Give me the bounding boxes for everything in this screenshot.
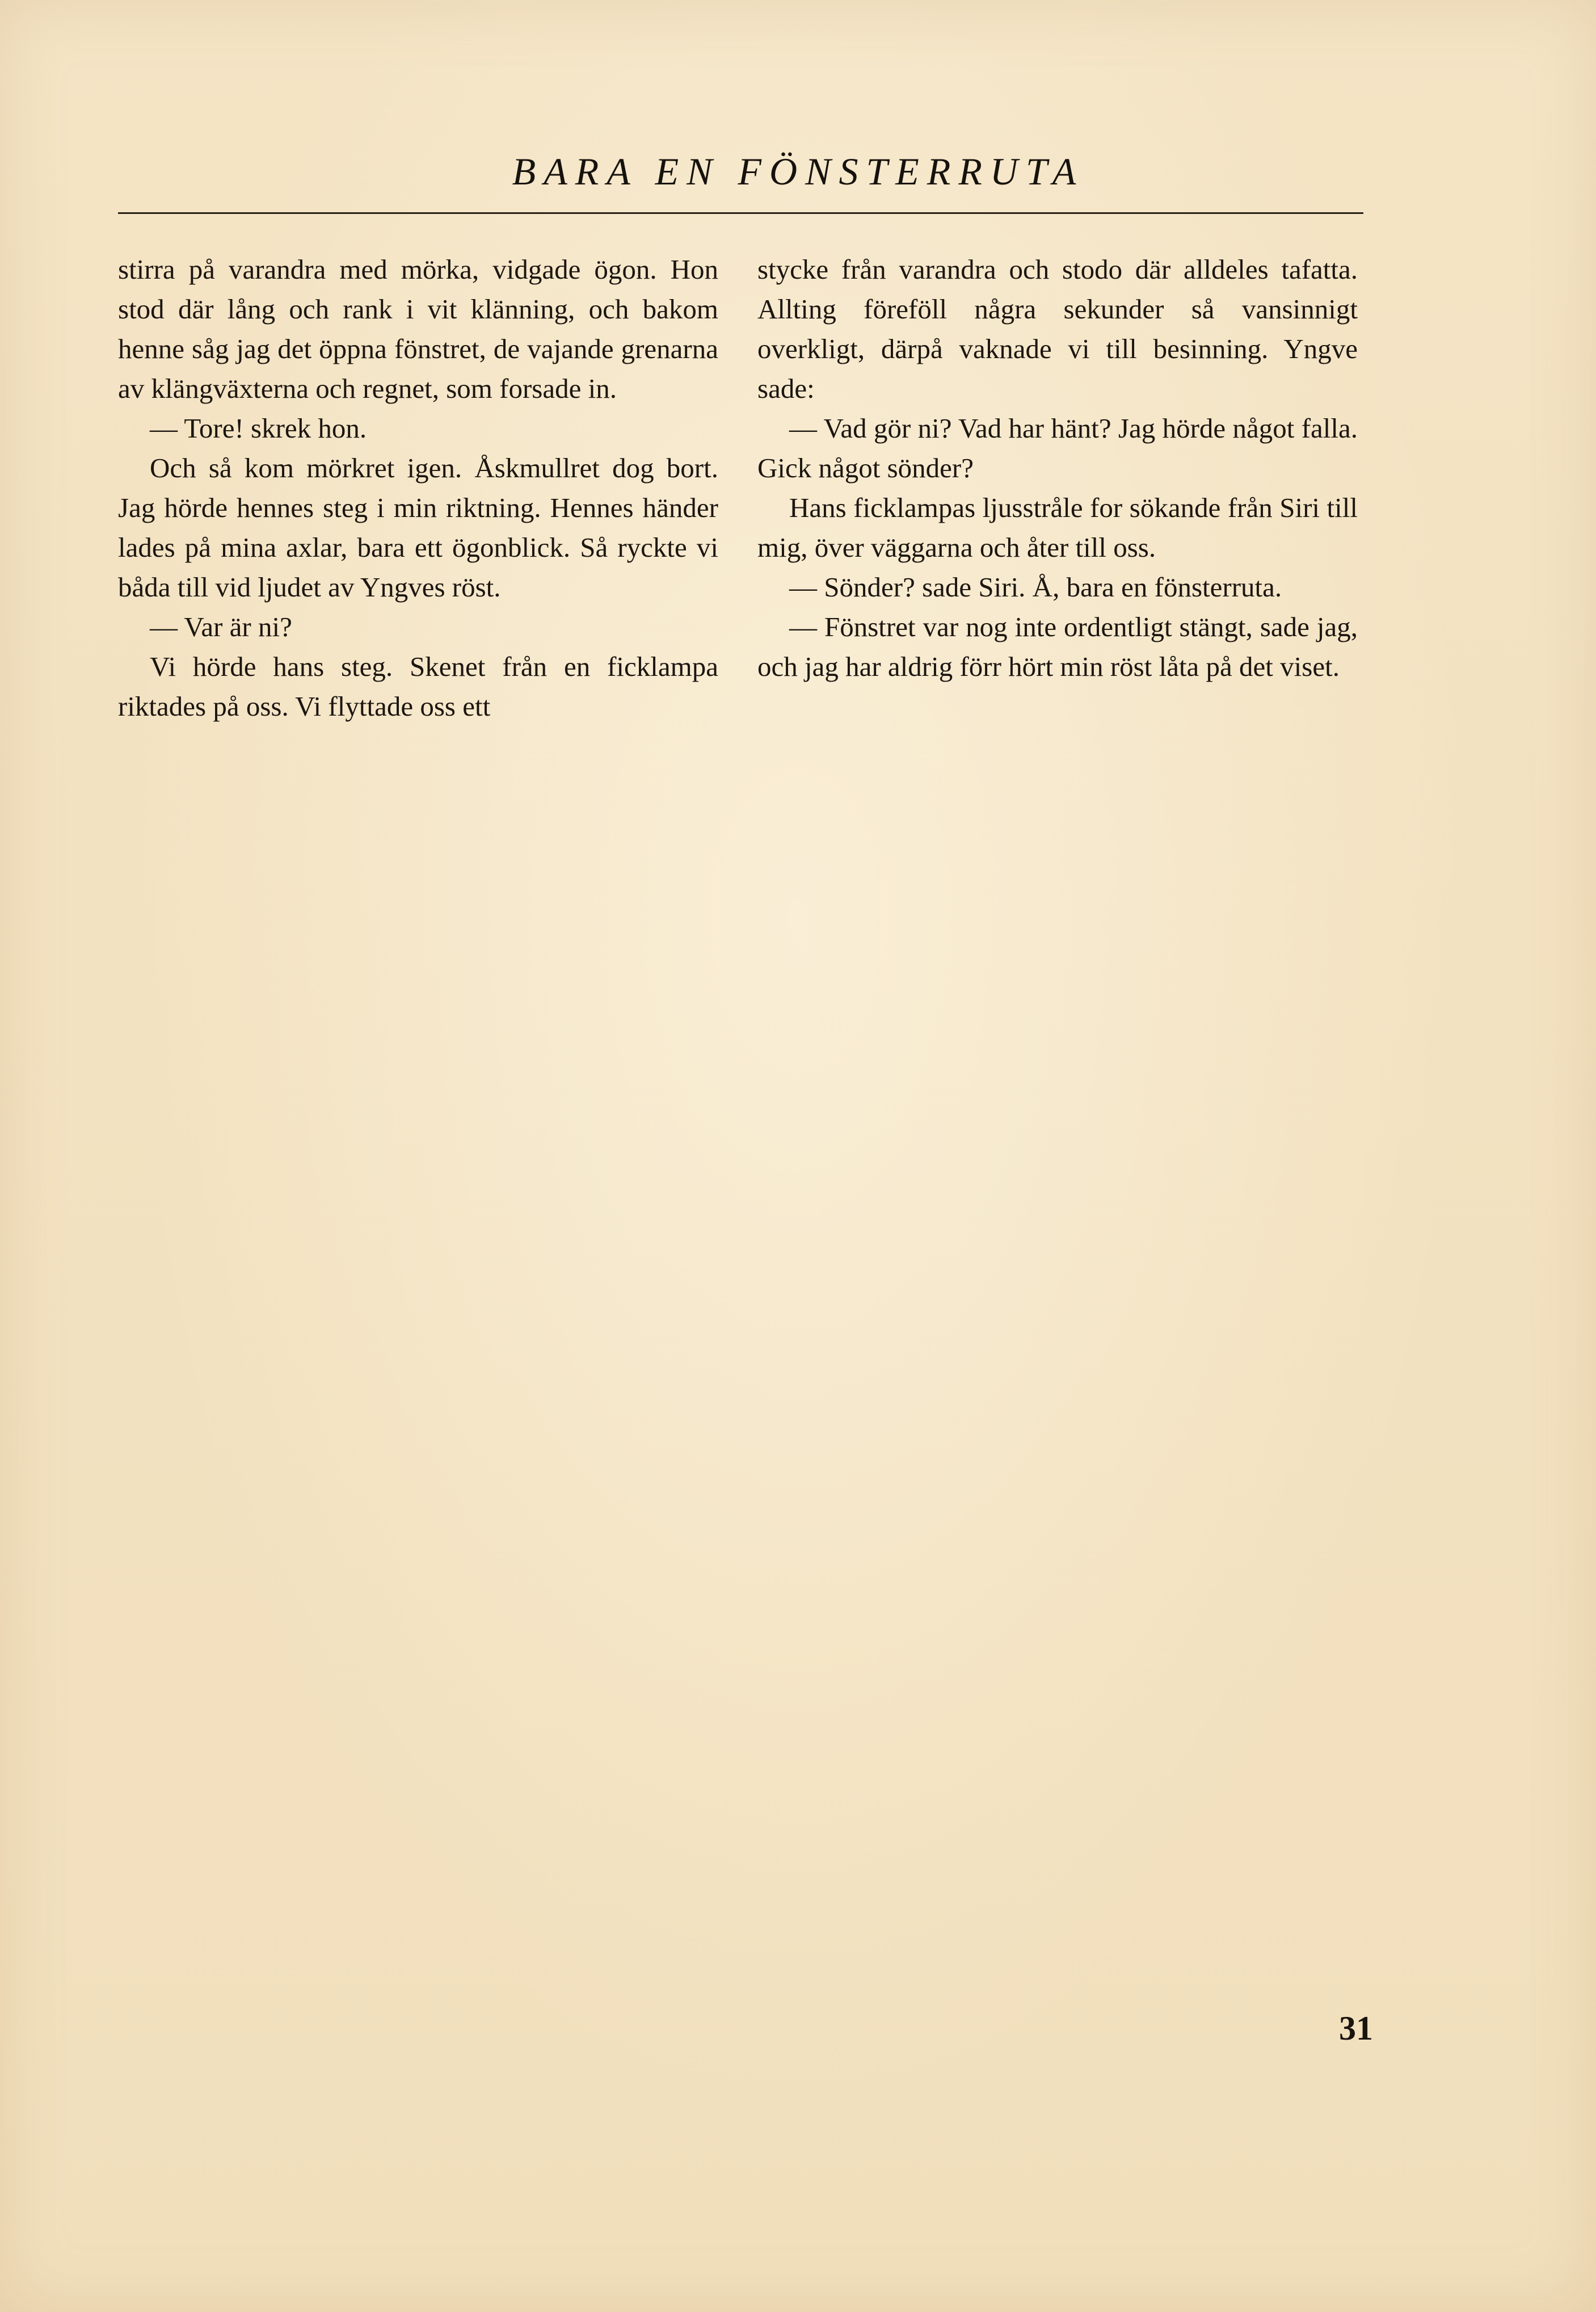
page-number: 31	[1339, 2010, 1373, 2047]
paragraph: stirra på varandra med mörka, vidgade ögon. Hon stod där lång och rank i vit klänning, och bakom henne såg jag det öppna fönstret, de vajande grenarna av klängväxterna och regnet, som forsade in.	[118, 254, 718, 404]
paragraph: stycke från varandra och stodo där alldeles tafatta. Allting föreföll några sekunder så vansinnigt overkligt, därpå vaknade vi till besinning. Yngve sade:	[757, 254, 1358, 404]
running-head: BARA EN FÖNSTERRUTA	[512, 150, 1084, 193]
paragraph: Hans ficklampas ljusstråle for sökande från Siri till mig, över väggarna och åter till oss.	[757, 492, 1358, 563]
paragraph: — Vad gör ni? Vad har hänt? Jag hörde något falla. Gick något sönder?	[757, 413, 1358, 484]
paragraph: — Sönder? sade Siri. Å, bara en fönsterruta.	[789, 571, 1282, 603]
paragraph: Och så kom mörkret igen. Åskmullret dog bort. Jag hörde hennes steg i min riktning. Hennes händer lades på mina axlar, bara ett ögonblick. Så ryckte vi båda till vid ljudet av Yngves röst.	[118, 452, 718, 603]
paragraph: — Var är ni?	[150, 611, 292, 642]
right-text-column	[757, 250, 1358, 687]
paragraph: Vi hörde hans steg. Skenet från en ficklampa riktades på oss. Vi flyttade oss ett	[118, 651, 718, 722]
paragraph: — Tore! skrek hon.	[150, 413, 367, 444]
left-text-column	[118, 250, 718, 726]
paragraph: — Fönstret var nog inte ordentligt stängt, sade jag, och jag har aldrig förr hört min röst låta på det viset.	[757, 611, 1358, 682]
header-rule	[118, 212, 1363, 214]
